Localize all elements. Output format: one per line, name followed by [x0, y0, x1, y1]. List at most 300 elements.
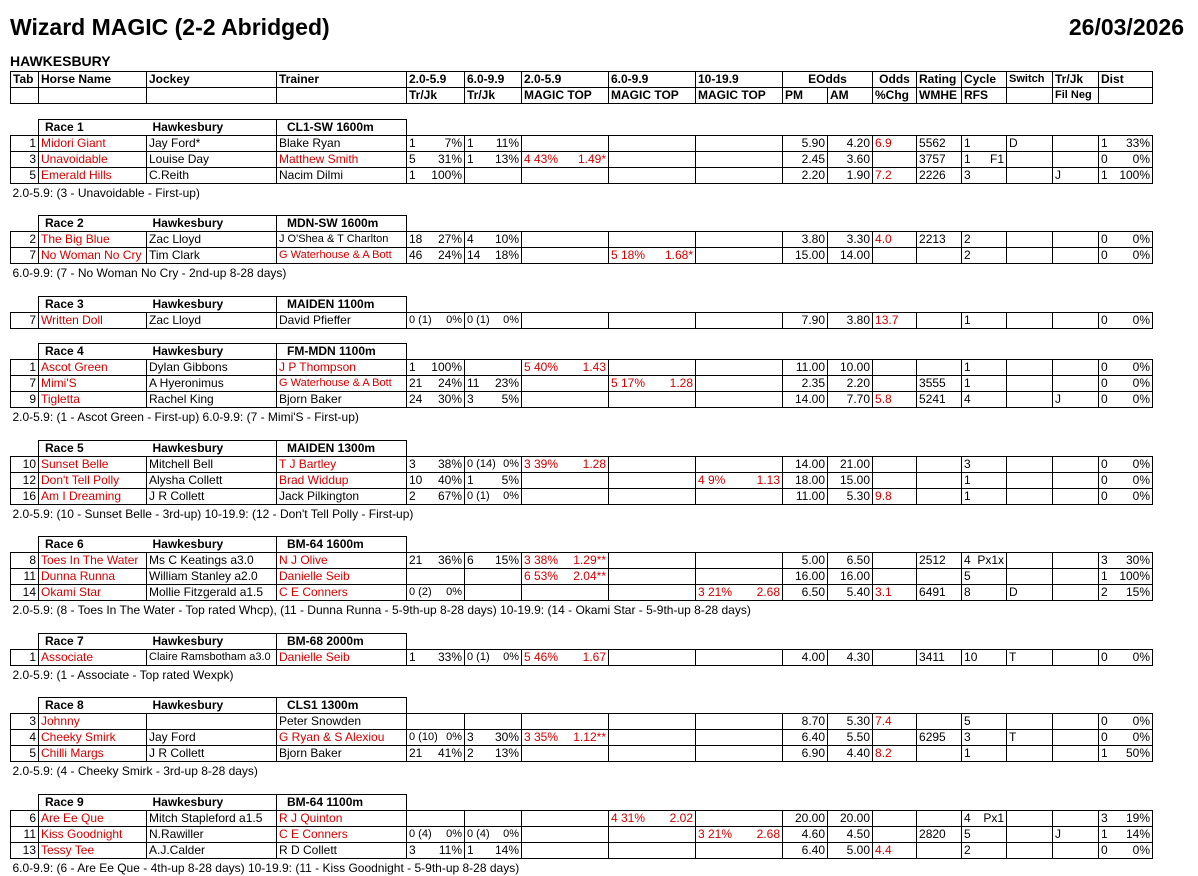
- magic-top-6-9: [609, 392, 696, 408]
- trjk-6-9-value: 0%: [503, 313, 519, 326]
- tab-number: 8: [11, 553, 39, 569]
- switch: [1007, 456, 1053, 472]
- switch: [1007, 472, 1053, 488]
- eodds-pm: 6.40: [783, 730, 828, 746]
- trainer-name: N J Olive: [277, 553, 407, 569]
- dist-value: 0%: [1132, 151, 1151, 166]
- cycle-rfs: [962, 472, 1007, 488]
- dist-count: 0: [1101, 360, 1108, 374]
- trjk-6-9-value: 15%: [494, 553, 519, 567]
- trjk-2-5-value: 41%: [437, 746, 462, 760]
- trjk-2-5-count: 1: [409, 135, 416, 150]
- rating-wmhe: 5241: [917, 392, 962, 408]
- race-header: [11, 216, 1153, 232]
- dist: [1099, 456, 1153, 472]
- magic-top-10-19: [696, 135, 783, 151]
- table-row: [11, 456, 1153, 472]
- cycle-rfs-count: 1: [964, 746, 971, 760]
- dist: [1099, 810, 1153, 826]
- trainer-name: Nacim Dilmi: [277, 167, 407, 183]
- magic-top-2-5: [522, 232, 609, 248]
- trjk-6-9: [465, 167, 522, 183]
- cycle-rfs: [962, 714, 1007, 730]
- rating-wmhe: 2820: [917, 826, 962, 842]
- race-venue: Hawkesbury: [147, 440, 277, 456]
- fil-neg: [1053, 553, 1099, 569]
- eodds-pm: 5.00: [783, 553, 828, 569]
- rating-wmhe: [917, 569, 962, 585]
- magic-top-6-9: [609, 826, 696, 842]
- trjk-2-5: [407, 714, 465, 730]
- odds-change: 8.2: [873, 746, 917, 762]
- race-note: 6.0-9.9: (7 - No Woman No Cry - 2nd-up 8-28 days): [12, 266, 287, 280]
- trjk-2-5: [407, 392, 465, 408]
- tab-number: 16: [11, 488, 39, 504]
- trjk-2-5-count: 0 (1): [409, 313, 432, 326]
- magic-top-6-9: [609, 167, 696, 183]
- trjk-2-5-count: 0 (4): [409, 827, 432, 840]
- trjk-2-5-count: 24: [409, 392, 423, 406]
- cycle-rfs-count: 2: [964, 248, 971, 262]
- dist-count: 1: [1101, 135, 1108, 150]
- trainer-name: Brad Widdup: [277, 472, 407, 488]
- odds-change: [873, 151, 917, 167]
- trjk-6-9: [465, 472, 522, 488]
- cycle-rfs: [962, 649, 1007, 665]
- trjk-2-5-count: 10: [409, 472, 423, 487]
- rating-wmhe: [917, 312, 962, 328]
- cycle-rfs: [962, 842, 1007, 858]
- race-class: BM-64 1600m: [277, 537, 407, 553]
- trainer-name: C E Conners: [277, 585, 407, 601]
- table-row: [11, 376, 1153, 392]
- magic-top-10-19: [696, 167, 783, 183]
- dist-count: 0: [1101, 312, 1108, 327]
- magic-top-2-5: [522, 135, 609, 151]
- dist-count: 2: [1101, 585, 1108, 599]
- jockey-name: Mitchell Bell: [147, 456, 277, 472]
- eodds-am: 5.30: [828, 714, 873, 730]
- dist-count: 1: [1101, 569, 1108, 583]
- trjk-2-5: [407, 135, 465, 151]
- rating-wmhe: 2213: [917, 232, 962, 248]
- cycle-rfs-count: 2: [964, 842, 971, 857]
- cycle-rfs: [962, 569, 1007, 585]
- trjk-2-5-value: 27%: [437, 232, 462, 246]
- jockey-name: C.Reith: [147, 167, 277, 183]
- fil-neg: [1053, 135, 1099, 151]
- trjk-6-9-count: 0 (1): [467, 489, 490, 502]
- trjk-6-9: [465, 585, 522, 601]
- dist-value: 0%: [1132, 649, 1151, 664]
- trjk-6-9-count: 3: [467, 392, 474, 406]
- fil-neg: [1053, 232, 1099, 248]
- tab-number: 3: [11, 714, 39, 730]
- blank: [11, 698, 39, 714]
- table-row: [11, 553, 1153, 569]
- race-number: Race 2: [39, 216, 147, 232]
- trjk-6-9-value: 0%: [503, 650, 519, 663]
- race-number: Race 9: [39, 794, 147, 810]
- col-jockey: Jockey: [147, 72, 277, 88]
- race-note: 2.0-5.9: (1 - Associate - Top rated Wexpk): [12, 667, 234, 682]
- magic-top-6-9: [609, 456, 696, 472]
- switch: [1007, 376, 1053, 392]
- tab-number: 10: [11, 456, 39, 472]
- rating-wmhe: [917, 360, 962, 376]
- tab-number: 13: [11, 842, 39, 858]
- trjk-6-9-value: 13%: [494, 151, 519, 166]
- race-note-row: [11, 858, 1153, 876]
- race-number: Race 1: [39, 119, 147, 135]
- horse-name: Associate: [39, 649, 147, 665]
- magic-top-10-19: [696, 649, 783, 665]
- eodds-pm: 2.35: [783, 376, 828, 392]
- tab-number: 7: [11, 376, 39, 392]
- magic-top-2-5: [522, 488, 609, 504]
- dist: [1099, 585, 1153, 601]
- switch: [1007, 826, 1053, 842]
- trjk-6-9-count: 14: [467, 248, 481, 262]
- magic-top-6-9: [609, 135, 696, 151]
- cycle-rfs-count: 1: [964, 488, 971, 503]
- horse-name: Am I Dreaming: [39, 488, 147, 504]
- dist-count: 0: [1101, 730, 1108, 744]
- magic-top-2-5: [522, 842, 609, 858]
- table-row: [11, 360, 1153, 376]
- trainer-name: Danielle Seib: [277, 569, 407, 585]
- trjk-6-9-count: 1: [467, 151, 474, 166]
- trjk-2-5: [407, 151, 465, 167]
- magic-top-2-5: [522, 392, 609, 408]
- blank: [11, 296, 39, 312]
- table-row: [11, 312, 1153, 328]
- cycle-rfs: [962, 585, 1007, 601]
- fil-neg: [1053, 714, 1099, 730]
- eodds-pm: 2.45: [783, 151, 828, 167]
- magic-top-2-5-value: 1.29**: [573, 553, 606, 567]
- trjk-2-5: [407, 569, 465, 585]
- race-number: Race 6: [39, 537, 147, 553]
- switch: [1007, 810, 1053, 826]
- trjk-2-5: [407, 585, 465, 601]
- magic-top-10-19: [696, 569, 783, 585]
- race-header: [11, 344, 1153, 360]
- tab-number: 3: [11, 151, 39, 167]
- magic-top-2-5: [522, 826, 609, 842]
- fil-neg: [1053, 488, 1099, 504]
- table-row: [11, 232, 1153, 248]
- trjk-2-5: [407, 810, 465, 826]
- dist: [1099, 472, 1153, 488]
- col-tab: Tab: [11, 72, 39, 88]
- switch: [1007, 488, 1053, 504]
- jockey-name: Louise Day: [147, 151, 277, 167]
- race-note-row: [11, 408, 1153, 426]
- trjk-6-9-value: 5%: [501, 392, 519, 406]
- trjk-6-9: [465, 730, 522, 746]
- magic-top-2-5-count: 4 43%: [524, 151, 559, 166]
- magic-top-6-9: [609, 360, 696, 376]
- trjk-2-5: [407, 248, 465, 264]
- trjk-2-5-count: 1: [409, 360, 416, 374]
- race-header: [11, 698, 1153, 714]
- col-switch: Switch: [1007, 72, 1053, 88]
- dist-value: 50%: [1125, 746, 1151, 760]
- fil-neg: [1053, 842, 1099, 858]
- horse-name: Written Doll: [39, 312, 147, 328]
- trjk-6-9: [465, 232, 522, 248]
- dist-value: 19%: [1125, 810, 1151, 825]
- trjk-6-9-count: 6: [467, 553, 474, 567]
- race-header: [11, 633, 1153, 649]
- cycle-rfs-count: 4: [964, 553, 971, 567]
- dist: [1099, 376, 1153, 392]
- switch: D: [1007, 585, 1053, 601]
- trainer-name: Jack Pilkington: [277, 488, 407, 504]
- trjk-2-5-value: 31%: [437, 151, 462, 166]
- jockey-name: Rachel King: [147, 392, 277, 408]
- jockey-name: Alysha Collett: [147, 472, 277, 488]
- race-note-row: [11, 183, 1153, 201]
- magic-top-10-19: [696, 376, 783, 392]
- col-dist: Dist: [1099, 72, 1153, 88]
- jockey-name: Tim Clark: [147, 248, 277, 264]
- trjk-6-9: [465, 810, 522, 826]
- sub-wmhe: WMHE: [917, 88, 962, 104]
- cycle-rfs: [962, 826, 1007, 842]
- magic-top-6-9: [609, 714, 696, 730]
- magic-top-6-9: [609, 585, 696, 601]
- magic-top-6-9: [609, 151, 696, 167]
- switch: [1007, 312, 1053, 328]
- magic-top-10-19: [696, 842, 783, 858]
- sub-fil-neg: Fil Neg: [1053, 88, 1099, 104]
- fil-neg: [1053, 585, 1099, 601]
- magic-top-2-5: [522, 167, 609, 183]
- trjk-2-5-count: 5: [409, 151, 416, 166]
- trjk-6-9: [465, 248, 522, 264]
- tab-number: 11: [11, 826, 39, 842]
- magic-top-10-19: [696, 312, 783, 328]
- race-note-row: [11, 601, 1153, 619]
- jockey-name: J R Collett: [147, 488, 277, 504]
- switch: [1007, 232, 1053, 248]
- cycle-rfs-count: 3: [964, 730, 971, 744]
- sub-rfs: RFS: [962, 88, 1007, 104]
- race-class: MAIDEN 1100m: [277, 296, 407, 312]
- switch: D: [1007, 135, 1053, 151]
- dist-count: 0: [1101, 649, 1108, 664]
- race-note-row: [11, 504, 1153, 522]
- sub-am: AM: [828, 88, 873, 104]
- eodds-pm: 20.00: [783, 810, 828, 826]
- trjk-6-9: [465, 376, 522, 392]
- dist-value: 33%: [1125, 135, 1151, 150]
- cycle-rfs-value: Px1: [983, 810, 1005, 825]
- eodds-am: 14.00: [828, 248, 873, 264]
- dist-value: 100%: [1119, 569, 1151, 583]
- sub-pm: PM: [783, 88, 828, 104]
- cycle-rfs: [962, 488, 1007, 504]
- fil-neg: [1053, 746, 1099, 762]
- magic-top-6-9: [609, 569, 696, 585]
- magic-top-2-5: [522, 553, 609, 569]
- dist-value: 0%: [1132, 714, 1151, 728]
- dist-count: 0: [1101, 472, 1108, 487]
- dist: [1099, 842, 1153, 858]
- dist: [1099, 232, 1153, 248]
- dist-count: 3: [1101, 553, 1108, 567]
- cycle-rfs-count: 1: [964, 376, 971, 390]
- cycle-rfs-value: F1: [990, 151, 1005, 166]
- rating-wmhe: 2512: [917, 553, 962, 569]
- magic-top-6-9-count: 4 31%: [611, 810, 646, 825]
- form-table: [10, 71, 1153, 876]
- eodds-am: 5.40: [828, 585, 873, 601]
- trjk-6-9: [465, 714, 522, 730]
- dist-count: 1: [1101, 826, 1108, 841]
- trjk-2-5-value: 11%: [438, 842, 462, 857]
- trjk-2-5-value: 24%: [437, 248, 462, 262]
- dist-count: 0: [1101, 456, 1108, 471]
- sub-magic-1: MAGIC TOP: [522, 88, 609, 104]
- blank: [11, 119, 39, 135]
- eodds-am: 10.00: [828, 360, 873, 376]
- cycle-rfs: [962, 248, 1007, 264]
- trainer-name: J O'Shea & T Charlton: [277, 232, 407, 248]
- magic-top-6-9-count: 5 18%: [611, 248, 646, 262]
- trjk-6-9: [465, 312, 522, 328]
- horse-name: Don't Tell Polly: [39, 472, 147, 488]
- rating-wmhe: [917, 746, 962, 762]
- cycle-rfs: [962, 810, 1007, 826]
- odds-change: [873, 649, 917, 665]
- trjk-2-5-value: 33%: [437, 649, 462, 664]
- eodds-pm: 15.00: [783, 248, 828, 264]
- rating-wmhe: 3555: [917, 376, 962, 392]
- eodds-am: 2.20: [828, 376, 873, 392]
- trjk-2-5: [407, 472, 465, 488]
- magic-top-2-5: [522, 569, 609, 585]
- race-class: MAIDEN 1300m: [277, 440, 407, 456]
- trjk-2-5-value: 100%: [431, 360, 462, 374]
- horse-name: Chilli Margs: [39, 746, 147, 762]
- race-number: Race 3: [39, 296, 147, 312]
- rating-wmhe: [917, 456, 962, 472]
- col-trjk-neg: Tr/Jk: [1053, 72, 1099, 88]
- tab-number: 4: [11, 730, 39, 746]
- trjk-6-9-value: 14%: [494, 842, 519, 857]
- horse-name: Tessy Tee: [39, 842, 147, 858]
- switch: [1007, 392, 1053, 408]
- table-row: [11, 842, 1153, 858]
- rating-wmhe: 3411: [917, 649, 962, 665]
- cycle-rfs: [962, 232, 1007, 248]
- cycle-rfs: [962, 746, 1007, 762]
- dist-value: 0%: [1132, 376, 1151, 390]
- dist: [1099, 826, 1153, 842]
- horse-name: Unavoidable: [39, 151, 147, 167]
- sub-magic-3: MAGIC TOP: [696, 88, 783, 104]
- cycle-rfs: [962, 151, 1007, 167]
- tab-number: 6: [11, 810, 39, 826]
- magic-top-10-19: [696, 472, 783, 488]
- magic-top-10-19: [696, 553, 783, 569]
- page-title: Wizard MAGIC (2-2 Abridged): [10, 14, 330, 40]
- odds-change: 4.0: [873, 232, 917, 248]
- cycle-rfs-count: 10: [964, 649, 978, 664]
- dist-value: 0%: [1132, 730, 1151, 744]
- trjk-6-9-value: 30%: [494, 730, 519, 744]
- fil-neg: J: [1053, 392, 1099, 408]
- trjk-6-9-count: 1: [467, 472, 474, 487]
- report-date: 26/03/2026: [1068, 14, 1184, 40]
- magic-top-10-19: [696, 714, 783, 730]
- horse-name: No Woman No Cry: [39, 248, 147, 264]
- tab-number: 2: [11, 232, 39, 248]
- eodds-pm: 4.60: [783, 826, 828, 842]
- odds-change: 3.1: [873, 585, 917, 601]
- trjk-2-5-value: 67%: [437, 488, 462, 503]
- horse-name: Midori Giant: [39, 135, 147, 151]
- blank: [11, 440, 39, 456]
- header-row-2: [11, 88, 1153, 104]
- sub-trjk-2: Tr/Jk: [465, 88, 522, 104]
- dist-count: 0: [1101, 376, 1108, 390]
- col-horse: Horse Name: [39, 72, 147, 88]
- switch: [1007, 553, 1053, 569]
- col-rating: Rating: [917, 72, 962, 88]
- fil-neg: [1053, 730, 1099, 746]
- trjk-2-5-count: 18: [409, 232, 423, 246]
- magic-top-2-5-value: 1.67: [582, 649, 606, 664]
- trjk-6-9: [465, 488, 522, 504]
- jockey-name: Ms C Keatings a3.0: [147, 553, 277, 569]
- trjk-2-5-value: 0%: [446, 586, 462, 598]
- magic-top-10-19: [696, 151, 783, 167]
- race-number: Race 8: [39, 698, 147, 714]
- cycle-rfs-count: 1: [964, 135, 971, 150]
- magic-top-10-19: [696, 232, 783, 248]
- magic-top-10-19: [696, 248, 783, 264]
- magic-top-2-5: [522, 810, 609, 826]
- magic-top-2-5: [522, 649, 609, 665]
- eodds-am: 16.00: [828, 569, 873, 585]
- odds-change: [873, 810, 917, 826]
- dist: [1099, 248, 1153, 264]
- trjk-2-5-count: 0 (10): [409, 731, 438, 743]
- odds-change: [873, 376, 917, 392]
- switch: [1007, 569, 1053, 585]
- trjk-2-5-value: 0%: [446, 731, 462, 743]
- trjk-2-5-value: 7%: [444, 135, 462, 150]
- trjk-6-9-value: 10%: [494, 232, 519, 246]
- fil-neg: [1053, 472, 1099, 488]
- dist-value: 0%: [1132, 360, 1151, 374]
- magic-top-2-5: [522, 730, 609, 746]
- fil-neg: [1053, 151, 1099, 167]
- rating-wmhe: 6295: [917, 730, 962, 746]
- table-row: [11, 151, 1153, 167]
- blank: [11, 794, 39, 810]
- magic-top-2-5-count: 5 40%: [524, 360, 559, 374]
- trjk-2-5-count: 1: [409, 649, 416, 664]
- eodds-am: 3.80: [828, 312, 873, 328]
- switch: [1007, 248, 1053, 264]
- blank: [11, 344, 39, 360]
- odds-change: 7.4: [873, 714, 917, 730]
